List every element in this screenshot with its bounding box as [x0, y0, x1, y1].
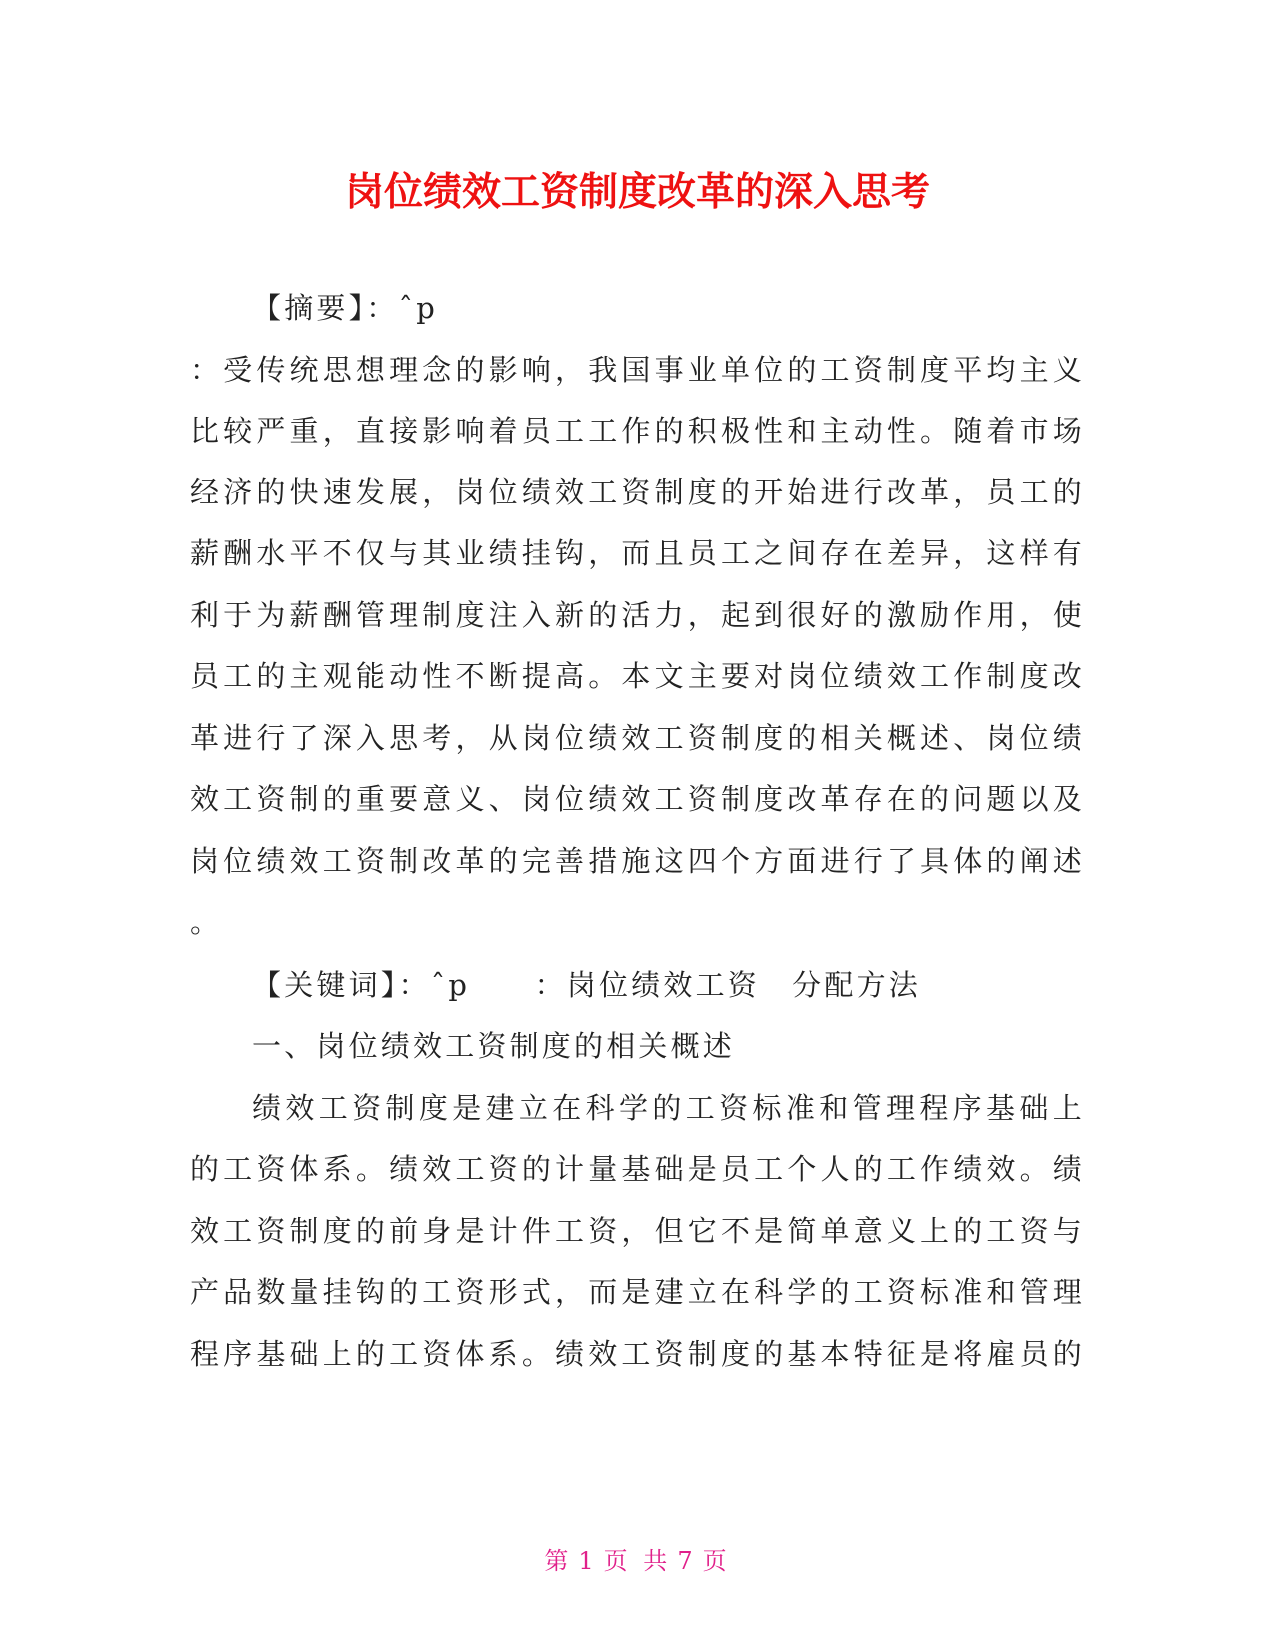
- abstract-line: 员工的主观能动性不断提高。本文主要对岗位绩效工作制度改: [190, 659, 1085, 693]
- abstract-line: 薪酬水平不仅与其业绩挂钩，而且员工之间存在差异，这样有: [190, 536, 1085, 570]
- footer-middle: 页 共: [603, 1547, 672, 1575]
- abstract-line: 革进行了深入思考，从岗位绩效工资制度的相关概述、岗位绩: [190, 721, 1085, 755]
- abstract-line: 经济的快速发展，岗位绩效工资制度的开始进行改革，员工的: [190, 475, 1085, 509]
- abstract-line: 利于为薪酬管理制度注入新的活力，起到很好的激励作用，使: [190, 598, 1085, 632]
- abstract-line: ：受传统思想理念的影响，我国事业单位的工资制度平均主义: [190, 353, 1085, 387]
- footer-total-pages: 7: [677, 1547, 697, 1575]
- abstract-heading: 【摘要】：ˆp: [252, 291, 438, 325]
- abstract-line: 岗位绩效工资制改革的完善措施这四个方面进行了具体的阐述: [190, 844, 1085, 878]
- section-line: 产品数量挂钩的工资形式，而是建立在科学的工资标准和管理: [190, 1275, 1085, 1309]
- section-line: 程序基础上的工资体系。绩效工资制度的基本特征是将雇员的: [190, 1337, 1085, 1371]
- section-line: 效工资制度的前身是计件工资，但它不是简单意义上的工资与: [190, 1214, 1085, 1248]
- keywords-line: 【关键词】：ˆp ：岗位绩效工资 分配方法: [252, 968, 921, 1002]
- section-line: 的工资体系。绩效工资的计量基础是员工个人的工作绩效。绩: [190, 1152, 1085, 1186]
- section-line: 绩效工资制度是建立在科学的工资标准和管理程序基础上: [252, 1091, 1085, 1125]
- page-footer: [0, 1545, 1275, 1577]
- footer-prefix: 第: [544, 1547, 573, 1575]
- abstract-line: 比较严重，直接影响着员工工作的积极性和主动性。随着市场: [190, 414, 1085, 448]
- section-heading: 一、岗位绩效工资制度的相关概述: [252, 1029, 736, 1063]
- abstract-line: 效工资制的重要意义、岗位绩效工资制度改革存在的问题以及: [190, 782, 1085, 816]
- document-title: 岗位绩效工资制度改革的深入思考: [344, 170, 930, 215]
- abstract-line: 。: [190, 905, 223, 939]
- footer-page-number: 1: [578, 1547, 598, 1575]
- footer-suffix: 页: [702, 1547, 731, 1575]
